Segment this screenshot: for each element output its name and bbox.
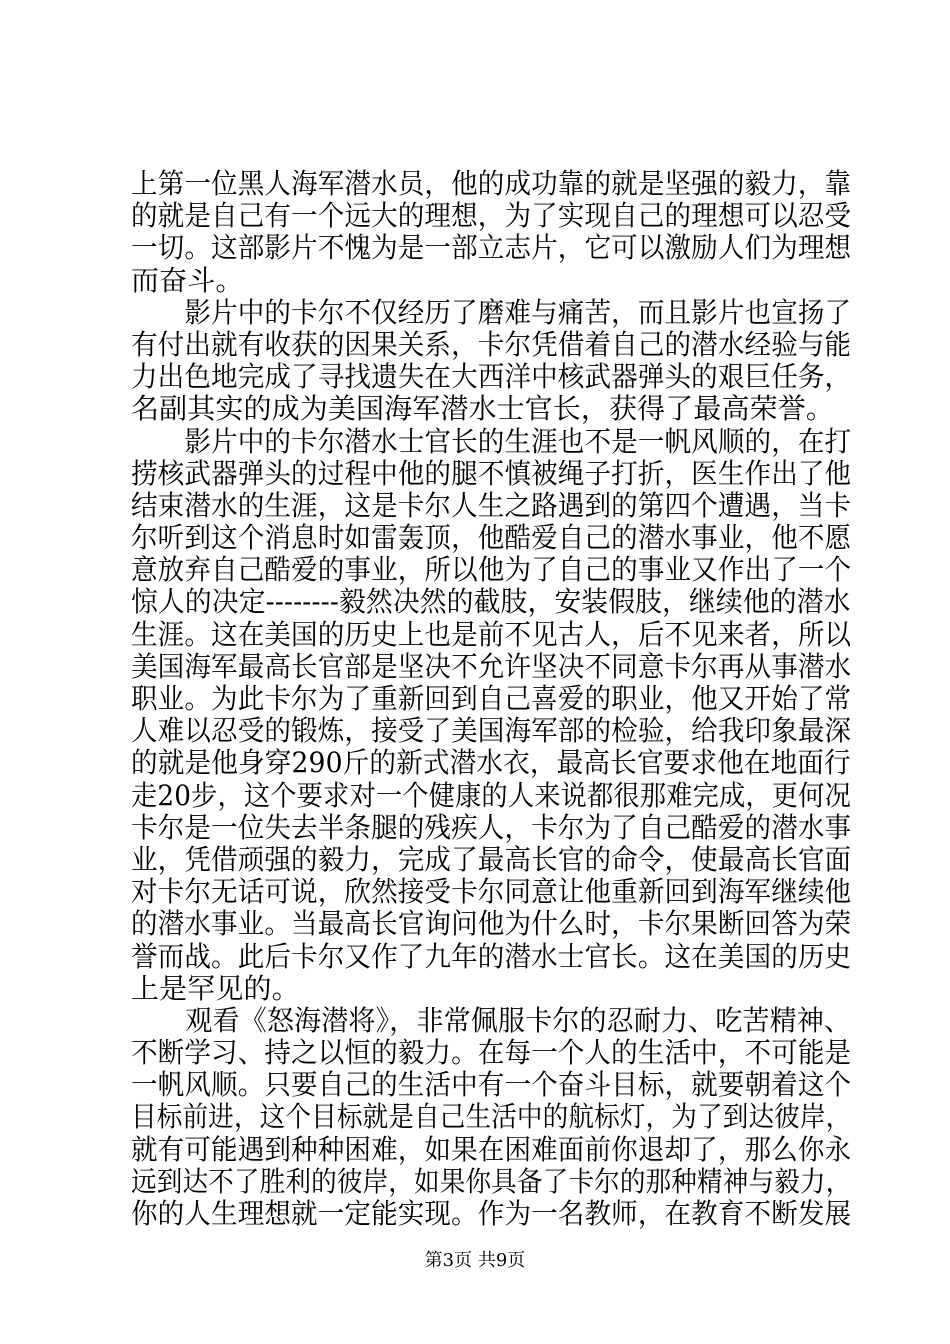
text-line: 名副其实的成为美国海军潜水士官长，获得了最高荣誉。 xyxy=(131,392,835,426)
page-footer: 第3页 共9页 xyxy=(424,1250,526,1271)
text-line: 上是罕见的。 xyxy=(131,971,300,1005)
text-line: 惊人的决定--------毅然决然的截肢，安装假肢，继续他的潜水 xyxy=(131,585,851,619)
text-line: 结束潜水的生涯，这是卡尔人生之路遇到的第四个遭遇，当卡 xyxy=(131,488,852,522)
text-line: 走20步，这个要求对一个健康的人来说都很那难完成，更何况 xyxy=(131,778,851,812)
text-line: 意放弃自己酷爱的事业，所以他为了自己的事业又作出了一个 xyxy=(131,553,852,587)
text-line: 捞核武器弹头的过程中他的腿不慎被绳子打折，医生作出了他 xyxy=(131,456,852,490)
text-line: 远到达不了胜利的彼岸，如果你具备了卡尔的那种精神与毅力， xyxy=(131,1164,852,1198)
text-line: 有付出就有收获的因果关系，卡尔凭借着自己的潜水经验与能 xyxy=(131,327,852,361)
text-line: 尔听到这个消息时如雷轰顶，他酷爱自己的潜水事业，他不愿 xyxy=(131,521,852,555)
text-line: 美国海军最高长官部是坚决不允许坚决不同意卡尔再从事潜水 xyxy=(131,649,852,683)
text-line: 的潜水事业。当最高长官询问他为什么时，卡尔果断回答为荣 xyxy=(131,907,852,941)
text-line: 人难以忍受的锻炼，接受了美国海军部的检验，给我印象最深 xyxy=(131,714,852,748)
text-line: 誉而战。此后卡尔又作了九年的潜水士官长。这在美国的历史 xyxy=(131,939,852,973)
body-text xyxy=(131,168,851,1230)
text-line: 影片中的卡尔不仅经历了磨难与痛苦，而且影片也宣扬了 xyxy=(131,295,852,329)
text-line: 影片中的卡尔潜水士官长的生涯也不是一帆风顺的，在打 xyxy=(131,424,852,458)
text-line: 观看《怒海潜将》，非常佩服卡尔的忍耐力、吃苦精神、 xyxy=(131,1003,852,1037)
text-line: 的就是自己有一个远大的理想，为了实现自己的理想可以忍受 xyxy=(131,199,852,233)
text-line: 职业。为此卡尔为了重新回到自己喜爱的职业，他又开始了常 xyxy=(131,682,852,715)
text-line: 你的人生理想就一定能实现。作为一名教师，在教育不断发展 xyxy=(131,1197,852,1230)
text-line: 一切。这部影片不愧为是一部立志片，它可以激励人们为理想 xyxy=(131,231,852,265)
text-line: 不断学习、持之以恒的毅力。在每一个人的生活中，不可能是 xyxy=(131,1036,852,1070)
text-line: 卡尔是一位失去半条腿的残疾人，卡尔为了自己酷爱的潜水事 xyxy=(131,810,852,844)
text-line: 目标前进，这个目标就是自己生活中的航标灯，为了到达彼岸， xyxy=(131,1100,852,1134)
text-line: 上第一位黑人海军潜水员，他的成功靠的就是坚强的毅力，靠 xyxy=(131,167,852,200)
text-line: 对卡尔无话可说，欣然接受卡尔同意让他重新回到海军继续他 xyxy=(131,875,852,909)
text-line: 一帆风顺。只要自己的生活中有一个奋斗目标，就要朝着这个 xyxy=(131,1068,852,1102)
text-line: 而奋斗。 xyxy=(131,263,244,297)
text-line: 业，凭借顽强的毅力，完成了最高长官的命令，使最高长官面 xyxy=(131,842,852,876)
text-line: 生涯。这在美国的历史上也是前不见古人，后不见来者，所以 xyxy=(131,617,852,651)
text-line: 力出色地完成了寻找遗失在大西洋中核武器弹头的艰巨任务， xyxy=(131,360,852,394)
text-line: 就有可能遇到种种困难，如果在困难面前你退却了，那么你永 xyxy=(131,1132,852,1166)
text-line: 的就是他身穿290斤的新式潜水衣，最高长官要求他在地面行 xyxy=(131,746,851,780)
